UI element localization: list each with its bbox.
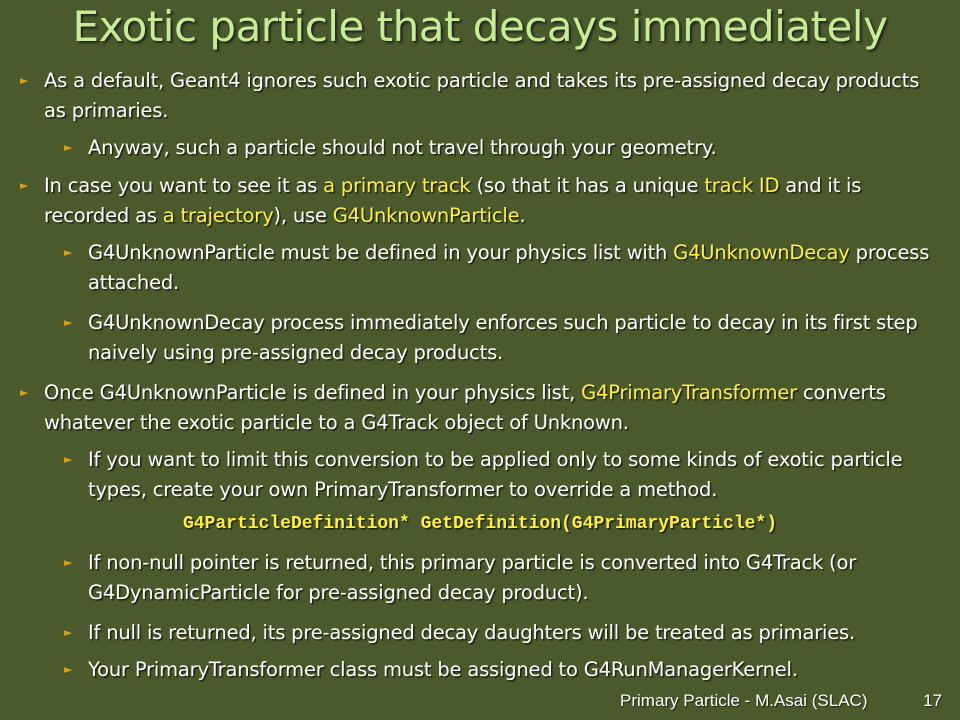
bullet-level2: Anyway, such a particle should not travel through your geometry.	[88, 136, 717, 159]
slide-title: Exotic particle that decays immediately	[72, 2, 888, 51]
bullet-level1: Once G4UnknownParticle is defined in your physics list, G4PrimaryTransformer converts whatever the exotic particle to a G4Track object of Unknown.	[44, 381, 886, 434]
bullet-level2: G4UnknownDecay process immediately enforces such particle to decay in its first step naively using pre-assigned decay products.	[88, 311, 918, 364]
triangle-right-icon: ►	[64, 626, 73, 639]
bullet-level2: Your PrimaryTransformer class must be assigned to G4RunManagerKernel.	[88, 658, 798, 681]
triangle-right-icon: ►	[20, 74, 29, 87]
triangle-right-icon: ►	[20, 386, 29, 399]
triangle-right-icon: ►	[64, 141, 73, 154]
bullet-level1: In case you want to see it as a primary track (so that it has a unique track ID and it is recorded as a trajectory), use G4UnknownParticle.	[44, 174, 862, 227]
triangle-right-icon: ►	[64, 316, 73, 329]
bullet-level2: If non-null pointer is returned, this primary particle is converted into G4Track (or G4DynamicParticle for pre-assigned decay product).	[88, 551, 857, 604]
footer-source: Primary Particle - M.Asai (SLAC)	[620, 691, 868, 710]
triangle-right-icon: ►	[64, 663, 73, 676]
triangle-right-icon: ►	[64, 246, 73, 259]
triangle-right-icon: ►	[64, 453, 73, 466]
bullet-level2: If you want to limit this conversion to be applied only to some kinds of exotic particle types, create your own PrimaryTransformer to override a method.	[88, 448, 903, 501]
code-method-signature: G4ParticleDefinition* GetDefinition(G4PrimaryParticle*)	[182, 514, 778, 534]
triangle-right-icon: ►	[64, 556, 73, 569]
bullet-level1: As a default, Geant4 ignores such exotic particle and takes its pre-assigned decay products as primaries.	[44, 69, 920, 122]
bullet-level2: If null is returned, its pre-assigned decay daughters will be treated as primaries.	[88, 621, 856, 644]
triangle-right-icon: ►	[20, 179, 29, 192]
page-number: 17	[923, 691, 942, 710]
bullet-level2: G4UnknownParticle must be defined in your physics list with G4UnknownDecay process attached.	[88, 241, 930, 294]
